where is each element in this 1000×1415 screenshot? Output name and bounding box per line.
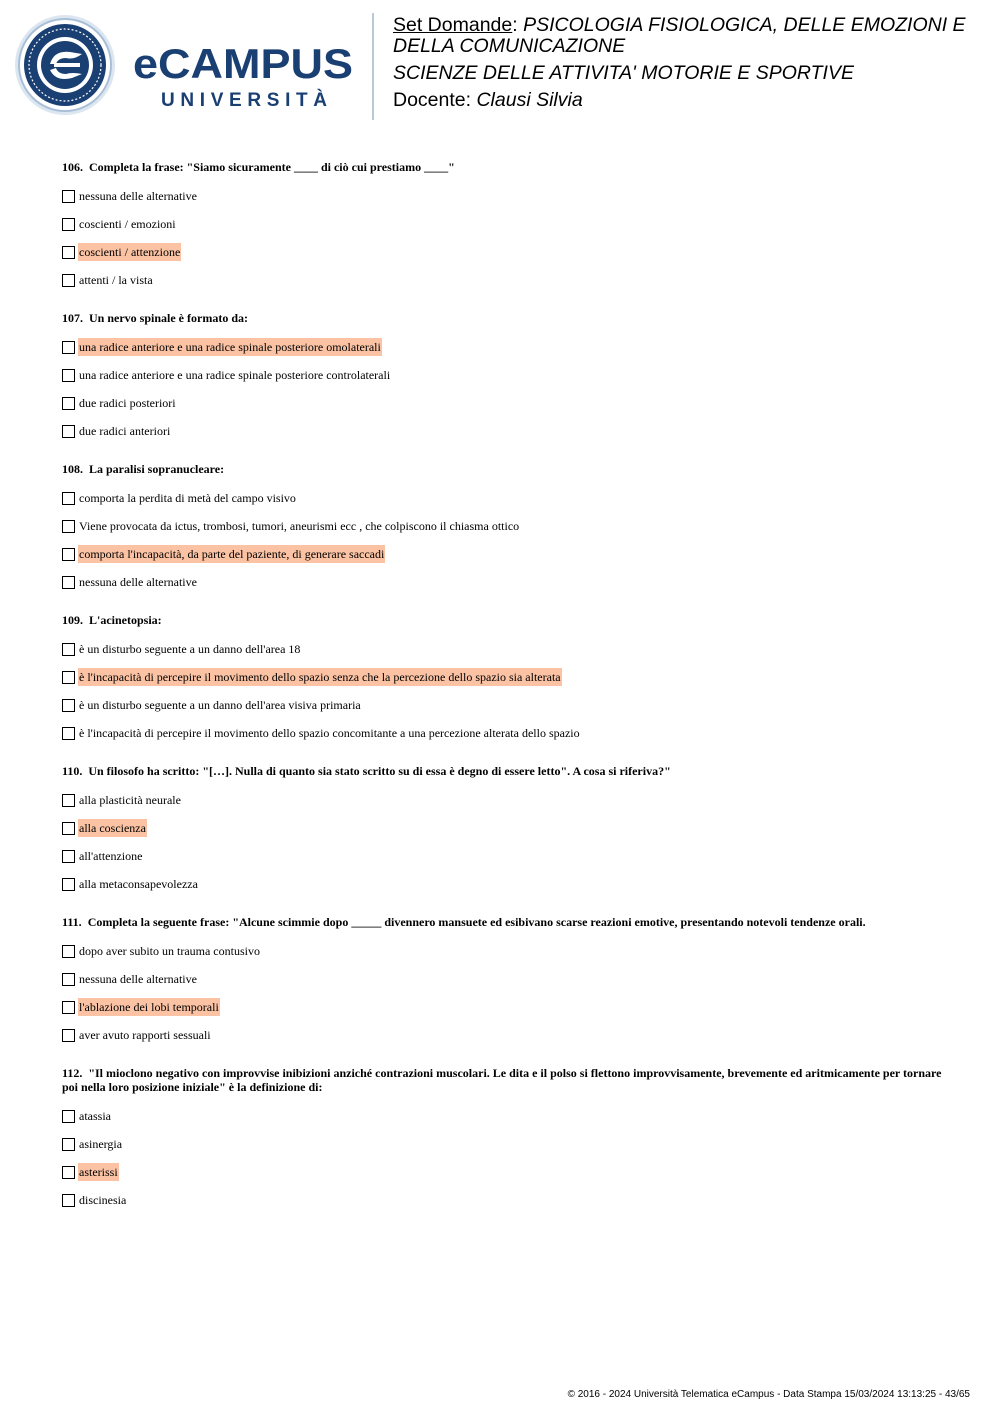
- answer-option[interactable]: [62, 786, 942, 814]
- answer-option[interactable]: [62, 993, 942, 1021]
- answer-option[interactable]: [62, 663, 942, 691]
- answer-option[interactable]: [62, 182, 942, 210]
- question-prompt: Completa la frase: "Siamo sicuramente ____ di ciò cui prestiamo ____": [89, 160, 455, 174]
- answer-label-correct: è l'incapacità di percepire il movimento dello spazio senza che la percezione dello spazio sia alterata: [79, 670, 561, 684]
- question-block: [62, 764, 942, 898]
- teacher-label: Docente:: [393, 89, 477, 111]
- answer-label: una radice anteriore e una radice spinale posteriore controlaterali: [79, 368, 391, 382]
- answer-label-correct: asterissi: [79, 1165, 118, 1179]
- course-title: PSICOLOGIA FISIOLOGICA, DELLE EMOZIONI E DELLA COMUNICAZIONE: [393, 14, 966, 57]
- question-text: [62, 311, 942, 325]
- answer-checkbox[interactable]: [62, 878, 75, 891]
- page-header: [0, 0, 1000, 130]
- answer-option[interactable]: [62, 361, 942, 389]
- answer-option[interactable]: [62, 512, 942, 540]
- answer-checkbox[interactable]: [62, 576, 75, 589]
- set-label: Set Domande: [393, 14, 513, 36]
- question-number: 108.: [62, 462, 83, 476]
- question-prompt: Un filosofo ha scritto: "[…]. Nulla di quanto sia stato scritto su di essa è degno di essere letto". A cosa si riferiva?": [88, 764, 671, 778]
- ecampus-wordmark: [133, 42, 358, 112]
- question-number: 106.: [62, 160, 83, 174]
- answer-checkbox[interactable]: [62, 520, 75, 533]
- set-separator: :: [512, 14, 524, 36]
- question-block: [62, 160, 942, 294]
- answer-checkbox[interactable]: [62, 671, 75, 684]
- answer-checkbox[interactable]: [62, 492, 75, 505]
- answer-checkbox[interactable]: [62, 397, 75, 410]
- answer-label-correct: una radice anteriore e una radice spinale posteriore omolaterali: [79, 340, 381, 354]
- answer-label: è un disturbo seguente a un danno dell'area visiva primaria: [79, 698, 361, 712]
- answer-option[interactable]: [62, 842, 942, 870]
- page-footer: © 2016 - 2024 Università Telematica eCampus - Data Stampa 15/03/2024 13:13:25 - 43/65: [567, 1389, 970, 1400]
- answer-option[interactable]: [62, 417, 942, 445]
- answer-checkbox[interactable]: [62, 218, 75, 231]
- answer-label-correct: coscienti / attenzione: [79, 245, 181, 259]
- answer-option[interactable]: [62, 937, 942, 965]
- question-block: [62, 1066, 942, 1214]
- answer-checkbox[interactable]: [62, 369, 75, 382]
- answer-checkbox[interactable]: [62, 341, 75, 354]
- answer-label: attenti / la vista: [79, 273, 153, 287]
- question-number: 107.: [62, 311, 83, 325]
- answer-option[interactable]: [62, 238, 942, 266]
- question-text: [62, 1066, 942, 1094]
- answer-label: atassia: [79, 1109, 111, 1123]
- question-list: [62, 160, 942, 1231]
- answer-label: coscienti / emozioni: [79, 217, 176, 231]
- question-number: 111.: [62, 915, 82, 929]
- answer-option[interactable]: [62, 1158, 942, 1186]
- answer-option[interactable]: [62, 814, 942, 842]
- answer-label: Viene provocata da ictus, trombosi, tumori, aneurismi ecc , che colpiscono il chiasma ottico: [79, 519, 520, 533]
- answer-checkbox[interactable]: [62, 727, 75, 740]
- question-prompt: "Il mioclono negativo con improvvise inibizioni anziché contrazioni muscolari. Le dita e il polso si flettono improvvisamente, brevemente ed aritmicamente per tornare poi nella loro posizione iniziale" è la definizione di:: [62, 1066, 942, 1094]
- answer-checkbox[interactable]: [62, 190, 75, 203]
- answer-checkbox[interactable]: [62, 1029, 75, 1042]
- answer-label: alla plasticità neurale: [79, 793, 181, 807]
- teacher-name: Clausi Silvia: [476, 89, 583, 111]
- question-text: [62, 160, 942, 174]
- answer-label: nessuna delle alternative: [79, 189, 197, 203]
- question-block: [62, 915, 942, 1049]
- answer-label-correct: alla coscienza: [79, 821, 146, 835]
- answer-checkbox[interactable]: [62, 822, 75, 835]
- answer-checkbox[interactable]: [62, 246, 75, 259]
- answer-label: è un disturbo seguente a un danno dell'area 18: [79, 642, 301, 656]
- answer-option[interactable]: [62, 484, 942, 512]
- answer-checkbox[interactable]: [62, 1001, 75, 1014]
- answer-checkbox[interactable]: [62, 794, 75, 807]
- answer-option[interactable]: [62, 635, 942, 663]
- logo-word-text: eCAMPUS: [133, 42, 353, 87]
- question-block: [62, 462, 942, 596]
- answer-option[interactable]: [62, 719, 942, 747]
- answer-checkbox[interactable]: [62, 548, 75, 561]
- answer-option[interactable]: [62, 691, 942, 719]
- answer-label: dopo aver subito un trauma contusivo: [79, 944, 260, 958]
- answer-checkbox[interactable]: [62, 1138, 75, 1151]
- answer-option[interactable]: [62, 1130, 942, 1158]
- course-title-line: [393, 15, 983, 57]
- answer-checkbox[interactable]: [62, 643, 75, 656]
- answer-label-correct: comporta l'incapacità, da parte del paziente, di generare saccadi: [79, 547, 385, 561]
- answer-option[interactable]: [62, 1186, 942, 1214]
- header-divider: [372, 13, 374, 120]
- answer-checkbox[interactable]: [62, 850, 75, 863]
- answer-option[interactable]: [62, 266, 942, 294]
- question-number: 110.: [62, 764, 83, 778]
- answer-checkbox[interactable]: [62, 699, 75, 712]
- answer-option[interactable]: [62, 333, 942, 361]
- answer-label: aver avuto rapporti sessuali: [79, 1028, 211, 1042]
- question-prompt: L'acinetopsia:: [89, 613, 162, 627]
- answer-option[interactable]: [62, 1021, 942, 1049]
- question-block: [62, 311, 942, 445]
- ecampus-seal-logo: [14, 14, 116, 116]
- answer-checkbox[interactable]: [62, 274, 75, 287]
- question-text: [62, 462, 942, 476]
- answer-label: due radici posteriori: [79, 396, 176, 410]
- answer-checkbox[interactable]: [62, 1166, 75, 1179]
- answer-label-correct: l'ablazione dei lobi temporali: [79, 1000, 219, 1014]
- question-text: [62, 915, 942, 929]
- answer-label: comporta la perdita di metà del campo visivo: [79, 491, 296, 505]
- course-info: [393, 15, 983, 111]
- answer-option[interactable]: [62, 540, 942, 568]
- answer-label: asinergia: [79, 1137, 123, 1151]
- answer-label: nessuna delle alternative: [79, 575, 197, 589]
- answer-checkbox[interactable]: [62, 1194, 75, 1207]
- logo-sub-text: UNIVERSITÀ: [161, 90, 327, 111]
- answer-checkbox[interactable]: [62, 973, 75, 986]
- question-text: [62, 613, 942, 627]
- answer-option[interactable]: [62, 389, 942, 417]
- answer-checkbox[interactable]: [62, 945, 75, 958]
- teacher-line: [393, 90, 983, 111]
- degree-name: SCIENZE DELLE ATTIVITA' MOTORIE E SPORTIVE: [393, 62, 854, 84]
- answer-option[interactable]: [62, 965, 942, 993]
- question-prompt: Un nervo spinale è formato da:: [89, 311, 248, 325]
- answer-label: all'attenzione: [79, 849, 143, 863]
- question-block: [62, 613, 942, 747]
- answer-label: alla metaconsapevolezza: [79, 877, 198, 891]
- answer-label: è l'incapacità di percepire il movimento dello spazio concomitante a una percezione alterata dello spazio: [79, 726, 580, 740]
- question-number: 112.: [62, 1066, 83, 1080]
- answer-checkbox[interactable]: [62, 1110, 75, 1123]
- answer-option[interactable]: [62, 1102, 942, 1130]
- answer-checkbox[interactable]: [62, 425, 75, 438]
- answer-label: discinesia: [79, 1193, 127, 1207]
- answer-label: due radici anteriori: [79, 424, 171, 438]
- question-prompt: Completa la seguente frase: "Alcune scimmie dopo _____ divennero mansuete ed esibivano scarse reazioni emotive, presentando notevoli tendenze orali.: [87, 915, 866, 929]
- question-text: [62, 764, 942, 778]
- question-number: 109.: [62, 613, 83, 627]
- question-prompt: La paralisi sopranucleare:: [89, 462, 225, 476]
- answer-option[interactable]: [62, 870, 942, 898]
- answer-option[interactable]: [62, 568, 942, 596]
- answer-option[interactable]: [62, 210, 942, 238]
- answer-label: nessuna delle alternative: [79, 972, 197, 986]
